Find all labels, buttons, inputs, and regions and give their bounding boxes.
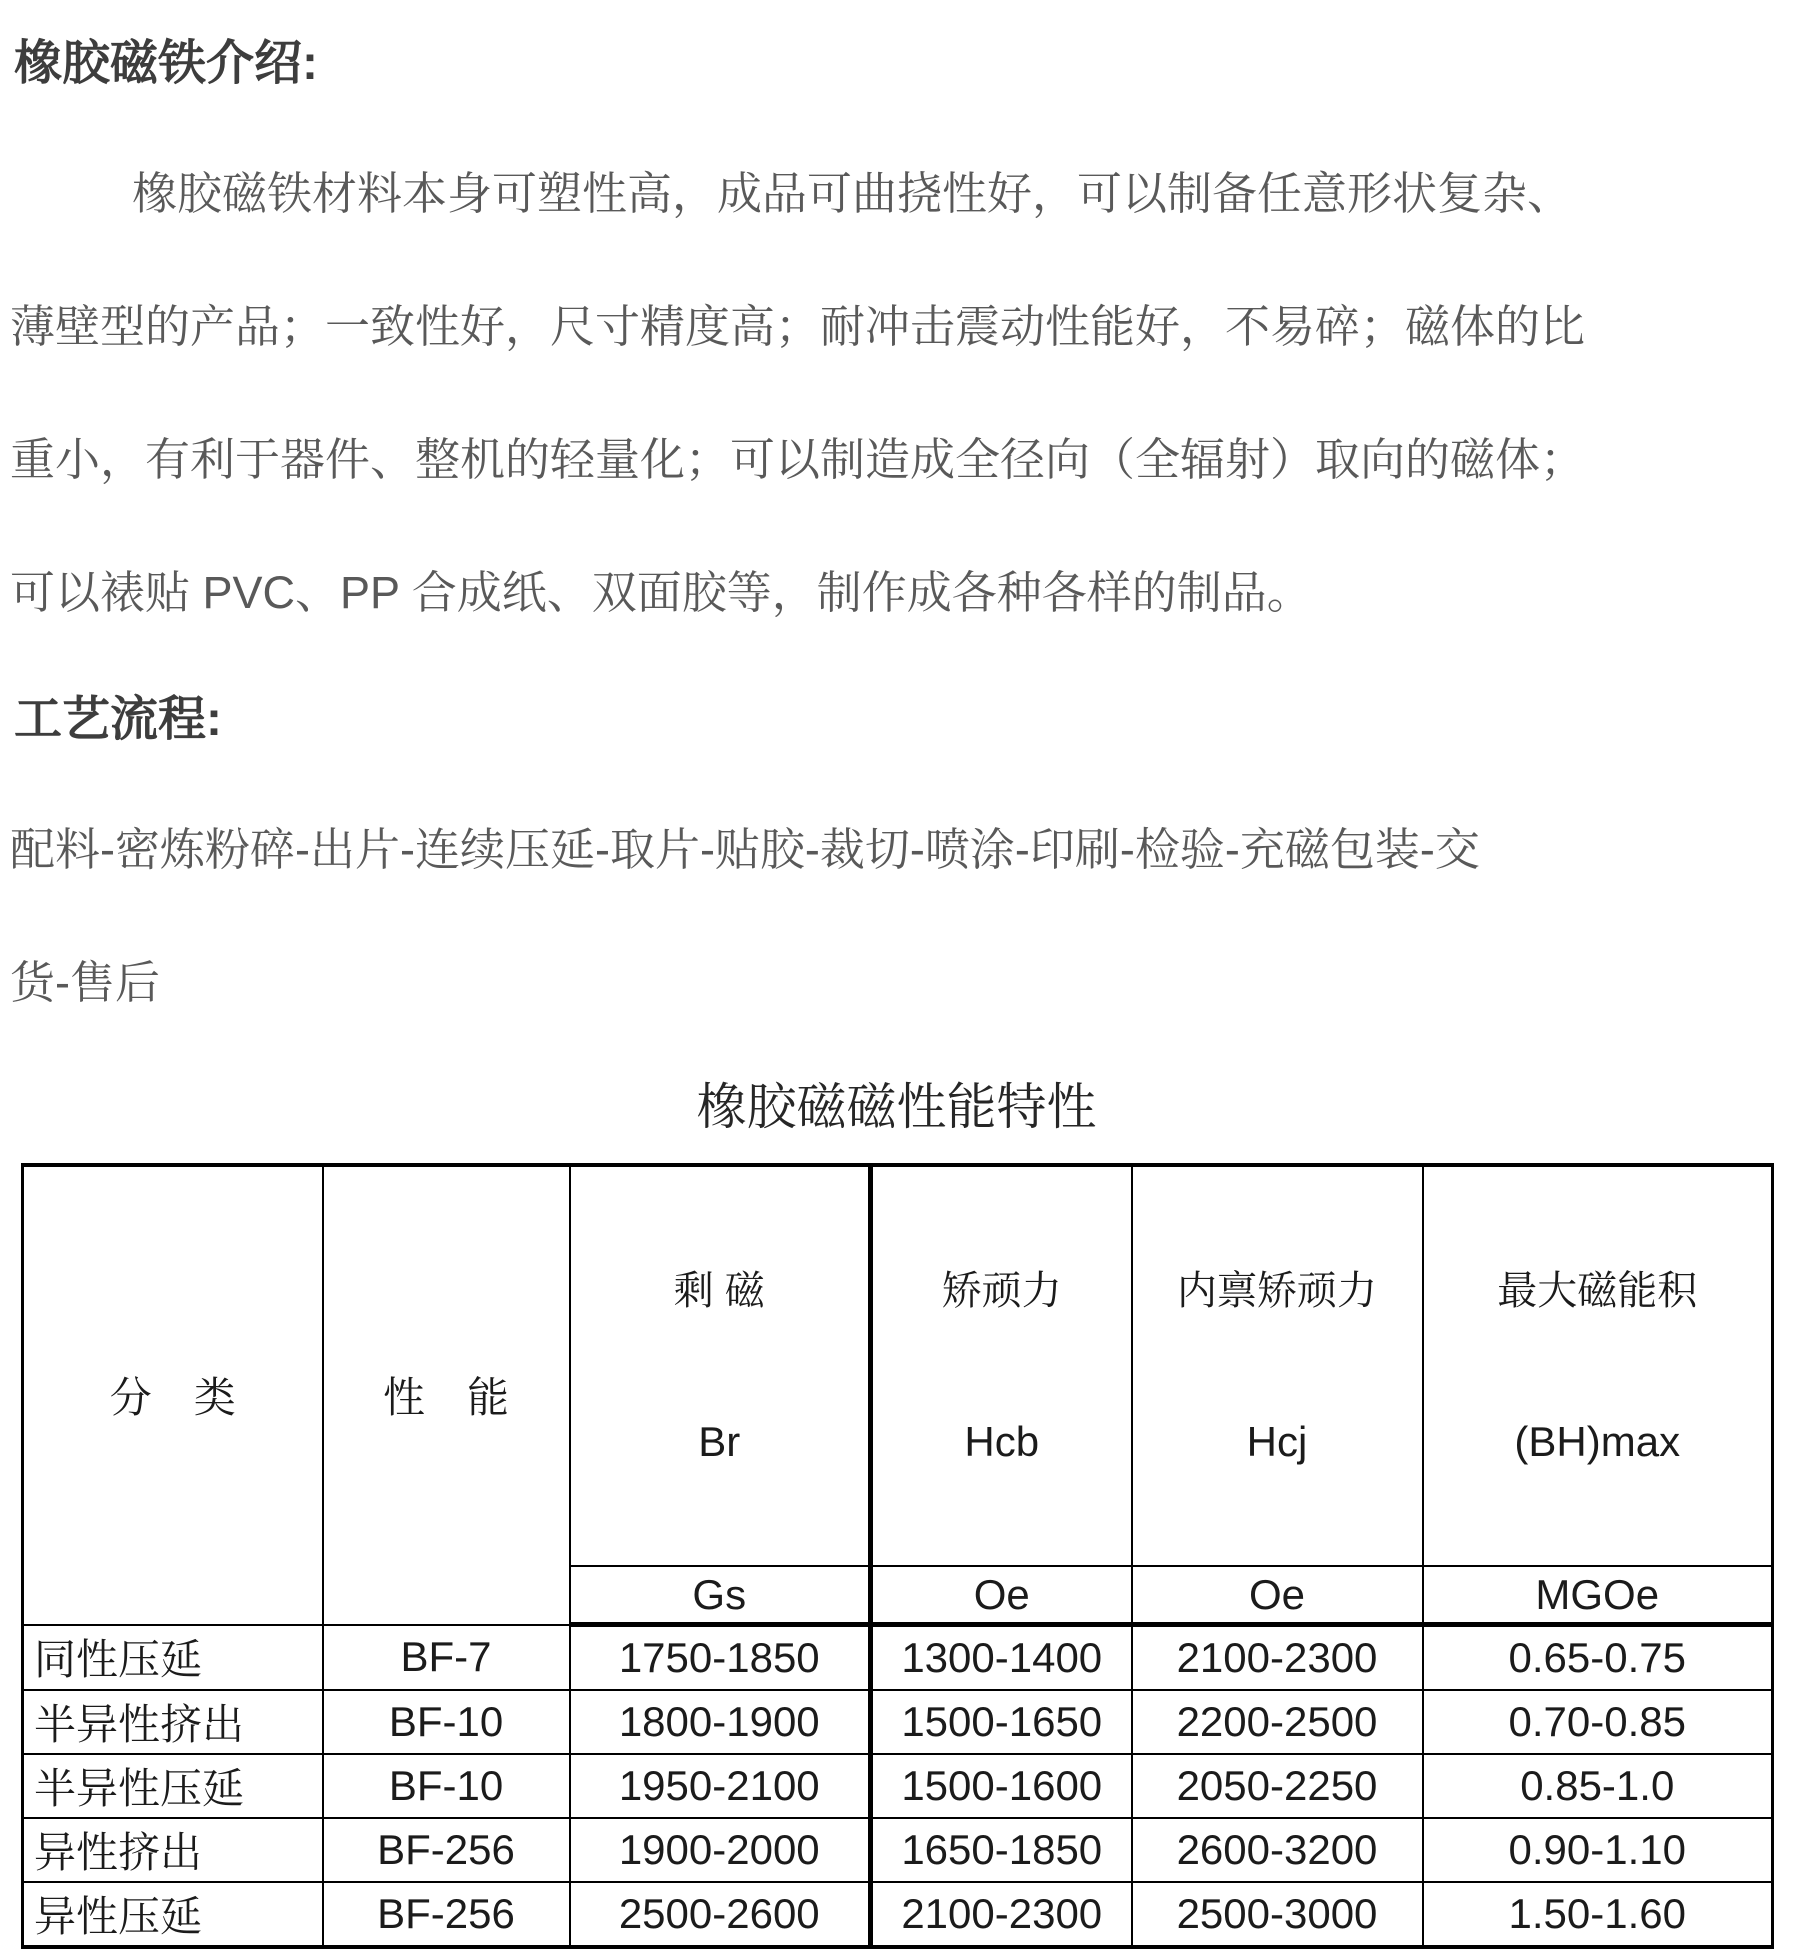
table-header-row-1 <box>23 1165 1773 1566</box>
cell-category: 异性压延 <box>23 1882 323 1947</box>
cell-hcb: 1650-1850 <box>871 1818 1132 1882</box>
intro-paragraph <box>10 127 1783 659</box>
header-group-br <box>570 1165 871 1566</box>
unit-hcj: Oe <box>1132 1566 1423 1625</box>
process-line-1: 配料-密炼粉碎-出片-连续压延-取片-贴胶-裁切-喷涂-印刷-检验-充磁包装-交 <box>10 824 1480 875</box>
table-row <box>23 1882 1773 1947</box>
process-paragraph <box>10 783 1783 1049</box>
cell-performance: BF-10 <box>323 1754 570 1818</box>
cell-category: 半异性压延 <box>23 1754 323 1818</box>
process-line-2: 货-售后 <box>10 957 160 1008</box>
cell-bhmax: 0.65-0.75 <box>1423 1625 1773 1691</box>
cell-category: 同性压延 <box>23 1625 323 1691</box>
cell-br: 1900-2000 <box>570 1818 871 1882</box>
header-bhmax-symbol: (BH)max <box>1514 1418 1681 1465</box>
cell-hcb: 2100-2300 <box>871 1882 1132 1947</box>
intro-line-1: 橡胶磁铁材料本身可塑性高，成品可曲挠性好，可以制备任意形状复杂、 <box>132 168 1573 219</box>
cell-hcj: 2600-3200 <box>1132 1818 1423 1882</box>
header-hcb-name: 矫顽力 <box>941 1269 1062 1313</box>
cell-performance: BF-256 <box>323 1882 570 1947</box>
header-performance: 性 能 <box>323 1165 570 1625</box>
header-group-hcb <box>871 1165 1132 1566</box>
header-hcj-symbol: Hcj <box>1246 1418 1308 1465</box>
header-hcb-symbol: Hcb <box>964 1418 1040 1465</box>
table-row <box>23 1754 1773 1818</box>
unit-bhmax: MGOe <box>1423 1566 1773 1625</box>
table-row <box>23 1818 1773 1882</box>
cell-category: 异性挤出 <box>23 1818 323 1882</box>
header-group-hcj <box>1132 1165 1423 1566</box>
cell-hcb: 1500-1650 <box>871 1690 1132 1754</box>
unit-hcb: Oe <box>871 1566 1132 1625</box>
table-title: 橡胶磁磁性能特性 <box>696 1079 1097 1135</box>
header-hcj-name: 内禀矫顽力 <box>1177 1269 1377 1313</box>
cell-performance: BF-7 <box>323 1625 570 1691</box>
cell-hcj: 2050-2250 <box>1132 1754 1423 1818</box>
header-br-symbol: Br <box>698 1418 741 1465</box>
cell-bhmax: 1.50-1.60 <box>1423 1882 1773 1947</box>
intro-line-4: 可以裱贴 PVC、PP 合成纸、双面胶等，制作成各种各样的制品。 <box>10 567 1312 618</box>
intro-heading: 橡胶磁铁介绍: <box>14 37 318 90</box>
cell-bhmax: 0.90-1.10 <box>1423 1818 1773 1882</box>
cell-hcj: 2200-2500 <box>1132 1690 1423 1754</box>
performance-table <box>21 1163 1774 1949</box>
cell-br: 1750-1850 <box>570 1625 871 1691</box>
cell-br: 2500-2600 <box>570 1882 871 1947</box>
header-br-name: 剩 磁 <box>673 1269 765 1313</box>
process-heading: 工艺流程: <box>14 693 222 746</box>
table-row <box>23 1625 1773 1691</box>
header-group-bhmax <box>1423 1165 1773 1566</box>
cell-hcj: 2500-3000 <box>1132 1882 1423 1947</box>
cell-bhmax: 0.70-0.85 <box>1423 1690 1773 1754</box>
cell-hcb: 1500-1600 <box>871 1754 1132 1818</box>
cell-bhmax: 0.85-1.0 <box>1423 1754 1773 1818</box>
cell-hcj: 2100-2300 <box>1132 1625 1423 1691</box>
cell-br: 1950-2100 <box>570 1754 871 1818</box>
intro-line-2: 薄壁型的产品；一致性好，尺寸精度高；耐冲击震动性能好，不易碎；磁体的比 <box>10 301 1586 352</box>
table-row <box>23 1690 1773 1754</box>
cell-performance: BF-10 <box>323 1690 570 1754</box>
header-bhmax-name: 最大磁能积 <box>1497 1269 1698 1313</box>
header-category: 分 类 <box>23 1165 323 1625</box>
cell-br: 1800-1900 <box>570 1690 871 1754</box>
unit-br: Gs <box>570 1566 871 1625</box>
cell-category: 半异性挤出 <box>23 1690 323 1754</box>
intro-line-3: 重小，有利于器件、整机的轻量化；可以制造成全径向（全辐射）取向的磁体； <box>10 434 1586 485</box>
cell-performance: BF-256 <box>323 1818 570 1882</box>
cell-hcb: 1300-1400 <box>871 1625 1132 1691</box>
